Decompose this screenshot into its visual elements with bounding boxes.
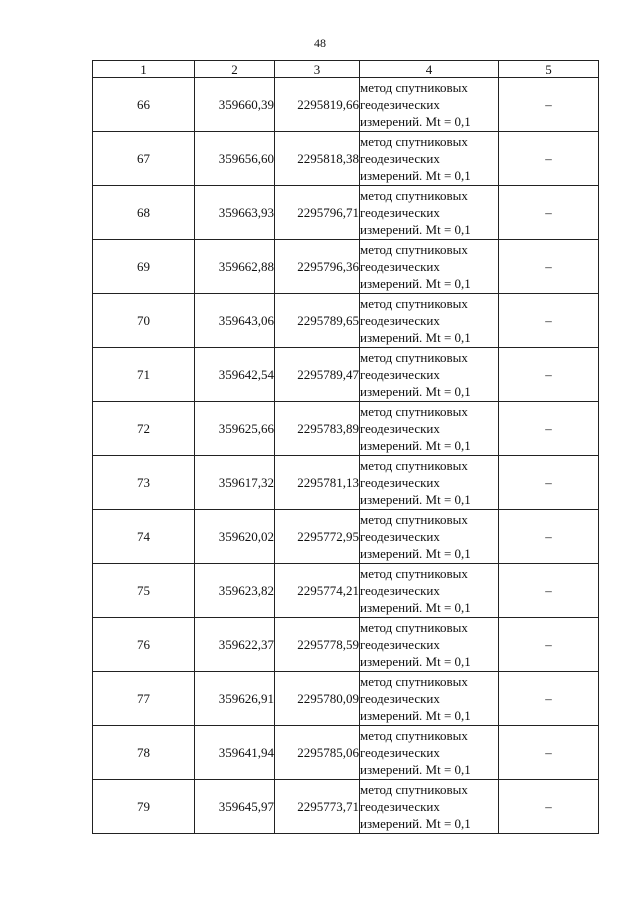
method-line: метод спутниковых — [360, 350, 468, 365]
coordinate-y: 2295785,06 — [275, 726, 360, 780]
method-line: геодезических — [360, 421, 440, 436]
point-number: 66 — [93, 78, 195, 132]
table-row — [93, 240, 599, 294]
method-line: измерений. Mt = 0,1 — [360, 384, 471, 399]
method-line: геодезических — [360, 799, 440, 814]
coordinate-y: 2295783,89 — [275, 402, 360, 456]
coordinate-x: 359620,02 — [195, 510, 275, 564]
method-line: метод спутниковых — [360, 242, 468, 257]
page-number: 48 — [314, 36, 326, 50]
note-dash: – — [499, 348, 599, 402]
note-dash: – — [499, 132, 599, 186]
note-dash: – — [499, 726, 599, 780]
method-line: измерений. Mt = 0,1 — [360, 546, 471, 561]
table-row — [93, 510, 599, 564]
method-line: измерений. Mt = 0,1 — [360, 222, 471, 237]
note-dash: – — [499, 186, 599, 240]
method-line: геодезических — [360, 691, 440, 706]
method-line: измерений. Mt = 0,1 — [360, 762, 471, 777]
method-line: геодезических — [360, 151, 440, 166]
method-line: измерений. Mt = 0,1 — [360, 654, 471, 669]
note-dash: – — [499, 510, 599, 564]
method-line: измерений. Mt = 0,1 — [360, 600, 471, 615]
method-line: метод спутниковых — [360, 296, 468, 311]
method-line: геодезических — [360, 313, 440, 328]
coordinate-y: 2295789,47 — [275, 348, 360, 402]
header-col-1: 1 — [93, 61, 195, 78]
coordinate-x: 359642,54 — [195, 348, 275, 402]
coordinate-x: 359660,39 — [195, 78, 275, 132]
method-description — [360, 726, 499, 780]
table-row — [93, 294, 599, 348]
table-body — [93, 78, 599, 834]
point-number: 71 — [93, 348, 195, 402]
coordinate-y: 2295774,21 — [275, 564, 360, 618]
note-dash: – — [499, 618, 599, 672]
method-description — [360, 618, 499, 672]
note-dash: – — [499, 564, 599, 618]
method-line: метод спутниковых — [360, 512, 468, 527]
method-line: геодезических — [360, 97, 440, 112]
method-line: геодезических — [360, 529, 440, 544]
method-description — [360, 294, 499, 348]
coordinates-table — [92, 60, 599, 834]
method-description — [360, 240, 499, 294]
method-line: геодезических — [360, 637, 440, 652]
point-number: 69 — [93, 240, 195, 294]
table-row — [93, 618, 599, 672]
coordinate-y: 2295818,38 — [275, 132, 360, 186]
note-dash: – — [499, 78, 599, 132]
coordinate-x: 359617,32 — [195, 456, 275, 510]
method-line: измерений. Mt = 0,1 — [360, 492, 471, 507]
point-number: 72 — [93, 402, 195, 456]
method-line: метод спутниковых — [360, 404, 468, 419]
method-line: геодезических — [360, 475, 440, 490]
note-dash: – — [499, 456, 599, 510]
coordinate-y: 2295796,71 — [275, 186, 360, 240]
table-row — [93, 186, 599, 240]
coordinate-y: 2295796,36 — [275, 240, 360, 294]
note-dash: – — [499, 240, 599, 294]
point-number: 77 — [93, 672, 195, 726]
method-line: метод спутниковых — [360, 458, 468, 473]
table-row — [93, 348, 599, 402]
method-line: метод спутниковых — [360, 188, 468, 203]
method-line: измерений. Mt = 0,1 — [360, 816, 471, 831]
method-description — [360, 186, 499, 240]
method-description — [360, 510, 499, 564]
point-number: 75 — [93, 564, 195, 618]
method-description — [360, 348, 499, 402]
method-description — [360, 456, 499, 510]
method-description — [360, 402, 499, 456]
note-dash: – — [499, 672, 599, 726]
method-description — [360, 564, 499, 618]
header-row — [93, 61, 599, 78]
point-number: 79 — [93, 780, 195, 834]
coordinate-x: 359625,66 — [195, 402, 275, 456]
note-dash: – — [499, 780, 599, 834]
coordinate-x: 359626,91 — [195, 672, 275, 726]
method-line: геодезических — [360, 583, 440, 598]
coordinate-x: 359645,97 — [195, 780, 275, 834]
method-line: метод спутниковых — [360, 782, 468, 797]
point-number: 68 — [93, 186, 195, 240]
table-row — [93, 780, 599, 834]
coordinate-x: 359662,88 — [195, 240, 275, 294]
coordinate-y: 2295789,65 — [275, 294, 360, 348]
note-dash: – — [499, 294, 599, 348]
table-row — [93, 402, 599, 456]
point-number: 76 — [93, 618, 195, 672]
coordinate-y: 2295778,59 — [275, 618, 360, 672]
point-number: 73 — [93, 456, 195, 510]
method-line: метод спутниковых — [360, 674, 468, 689]
point-number: 70 — [93, 294, 195, 348]
coordinate-x: 359641,94 — [195, 726, 275, 780]
method-line: измерений. Mt = 0,1 — [360, 438, 471, 453]
coordinate-x: 359656,60 — [195, 132, 275, 186]
point-number: 74 — [93, 510, 195, 564]
method-line: геодезических — [360, 259, 440, 274]
coordinate-x: 359622,37 — [195, 618, 275, 672]
method-line: измерений. Mt = 0,1 — [360, 708, 471, 723]
coordinate-y: 2295819,66 — [275, 78, 360, 132]
coordinate-y: 2295772,95 — [275, 510, 360, 564]
table-row — [93, 564, 599, 618]
header-col-3: 3 — [275, 61, 360, 78]
note-dash: – — [499, 402, 599, 456]
header-col-2: 2 — [195, 61, 275, 78]
method-line: измерений. Mt = 0,1 — [360, 330, 471, 345]
table-row — [93, 726, 599, 780]
table-row — [93, 78, 599, 132]
header-col-4: 4 — [360, 61, 499, 78]
table-row — [93, 132, 599, 186]
method-line: метод спутниковых — [360, 566, 468, 581]
method-line: геодезических — [360, 367, 440, 382]
point-number: 67 — [93, 132, 195, 186]
method-description — [360, 132, 499, 186]
coordinate-y: 2295780,09 — [275, 672, 360, 726]
method-line: измерений. Mt = 0,1 — [360, 114, 471, 129]
table-row — [93, 672, 599, 726]
method-line: измерений. Mt = 0,1 — [360, 276, 471, 291]
method-line: геодезических — [360, 205, 440, 220]
method-line: метод спутниковых — [360, 134, 468, 149]
coordinate-x: 359643,06 — [195, 294, 275, 348]
method-line: метод спутниковых — [360, 728, 468, 743]
method-line: метод спутниковых — [360, 80, 468, 95]
table-row — [93, 456, 599, 510]
method-line: метод спутниковых — [360, 620, 468, 635]
method-description — [360, 780, 499, 834]
method-description — [360, 78, 499, 132]
coordinate-x: 359623,82 — [195, 564, 275, 618]
method-line: геодезических — [360, 745, 440, 760]
method-description — [360, 672, 499, 726]
coordinate-x: 359663,93 — [195, 186, 275, 240]
point-number: 78 — [93, 726, 195, 780]
coordinate-y: 2295773,71 — [275, 780, 360, 834]
header-col-5: 5 — [499, 61, 599, 78]
method-line: измерений. Mt = 0,1 — [360, 168, 471, 183]
coordinate-y: 2295781,13 — [275, 456, 360, 510]
